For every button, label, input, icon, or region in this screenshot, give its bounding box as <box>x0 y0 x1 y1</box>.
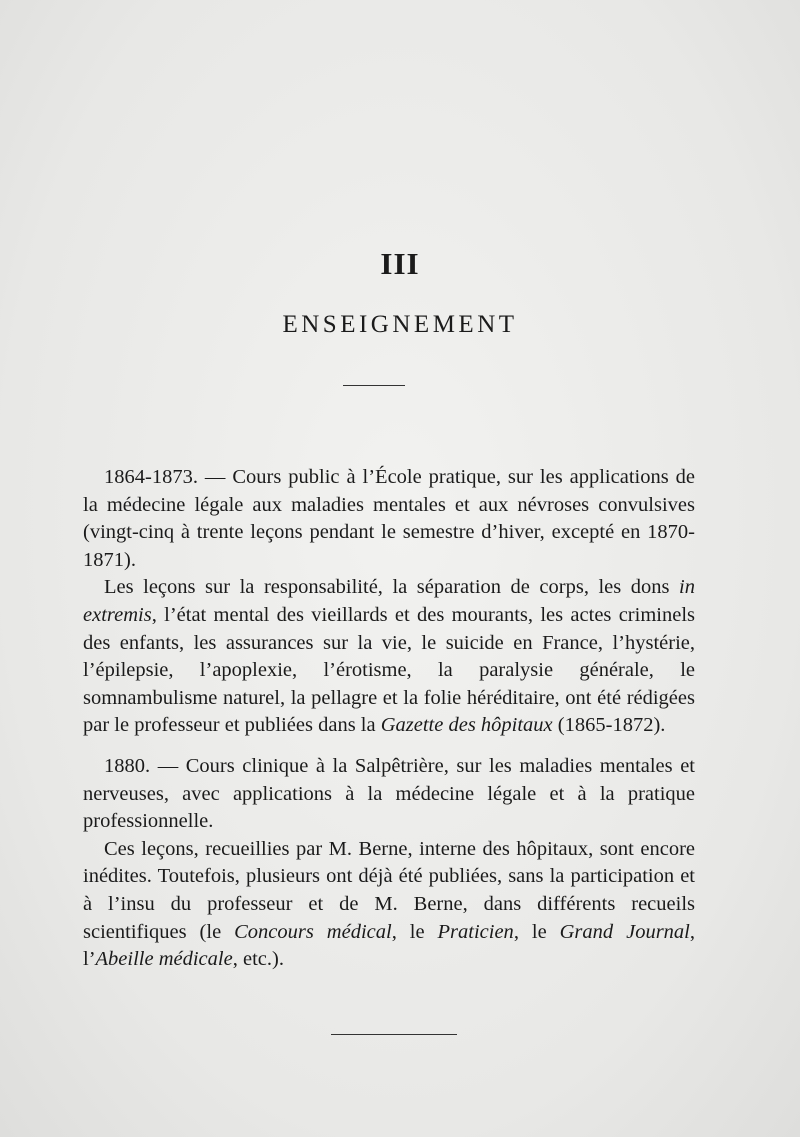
journal-title: Concours médical <box>234 920 392 943</box>
paragraph-text: 1864-1873. — Cours public à l’École pratique, sur les applications de la médecine légale aux maladies mentales et aux névroses convulsives (vingt-cinq à trente leçons pendant le semestre d’hiver, excepté en 1870-1871). <box>83 466 695 571</box>
section-divider-bottom <box>331 1034 457 1035</box>
paragraph-text: , l’ <box>83 920 695 971</box>
journal-title: Grand Journal <box>559 920 690 943</box>
paragraph-text: Les leçons sur la responsabilité, la séparation de corps, les dons <box>104 576 680 599</box>
section-divider-top <box>343 385 405 386</box>
paragraph-1880-course <box>83 753 695 836</box>
chapter-title: ENSEIGNEMENT <box>282 311 518 338</box>
italic-phrase: in extremis <box>83 576 695 626</box>
journal-title: Abeille médicale <box>95 948 233 971</box>
paragraph-text: , etc.). <box>232 948 284 971</box>
paragraph-lessons <box>83 574 695 740</box>
chapter-number: III <box>380 246 420 281</box>
paragraph-text: (1865-1872). <box>552 714 666 737</box>
paragraph-text: , l’état mental des vieillards et des mourants, les actes criminels des enfants, les assurances sur la vie, le suicide en France, l’hystérie, l’épilepsie, l’apoplexie, l’érotisme, la paralysie générale, le somnambulisme naturel, la pellagre et la folie héréditaire, ont été rédigées par le professeur et publiées dans la <box>83 603 695 737</box>
paragraph-text: , le <box>391 920 438 943</box>
paragraph-1864-course <box>83 464 695 574</box>
paragraph-text: 1880. — Cours clinique à la Salpêtrière, sur les maladies mentales et nerveuses, avec applications à la médecine légale et à la pratique professionnelle. <box>83 754 695 833</box>
journal-title: Praticien <box>437 920 514 943</box>
journal-title: Gazette des hôpitaux <box>380 714 553 737</box>
body-text <box>83 464 695 974</box>
paragraph-text: , le <box>513 920 560 943</box>
paragraph-text: Ces leçons, recueillies par M. Berne, interne des hôpitaux, sont encore inédites. Toutefois, plusieurs ont déjà été publiées, sans la participation et à l’insu du professeur et de M. Berne, dans différents recueils scientifiques (le <box>83 837 695 943</box>
paragraph-publications <box>83 836 695 974</box>
